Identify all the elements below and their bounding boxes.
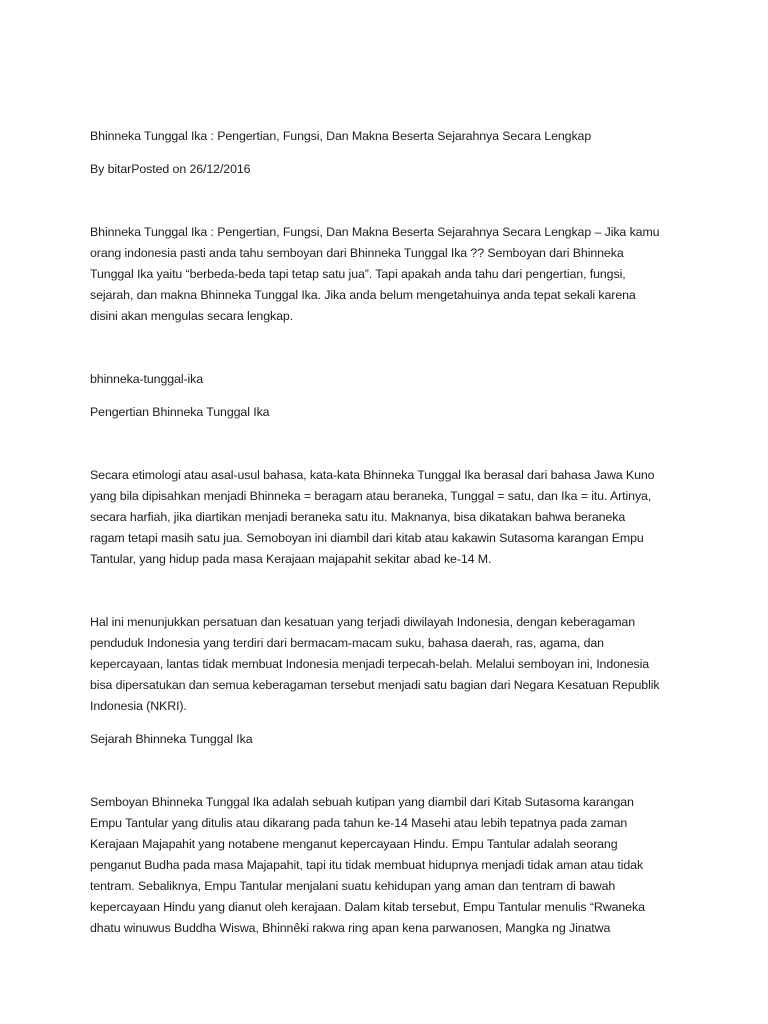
paragraph-line: ragam tetapi masih satu jua. Semoboyan ini diambil dari kitab atau kakawin Sutasoma karangan Empu: [90, 531, 644, 545]
paragraph-line: Bhinneka Tunggal Ika : Pengertian, Fungsi, Dan Makna Beserta Sejarahnya Secara Lengkap – Jika kamu: [90, 225, 660, 239]
paragraph-line: penganut Budha pada masa Majapahit, tapi itu tidak membuat hidupnya menjadi tidak aman atau tidak: [90, 858, 644, 872]
pengertian-paragraph: [90, 465, 680, 570]
paragraph-line: orang indonesia pasti anda tahu semboyan dari Bhinneka Tunggal Ika ?? Semboyan dari Bhinneka: [90, 246, 624, 260]
paragraph-line: sejarah, dan makna Bhinneka Tunggal Ika. Jika anda belum mengetahuinya anda tepat sekali karena: [90, 288, 636, 302]
paragraph-line: Hal ini menunjukkan persatuan dan kesatuan yang terjadi diwilayah Indonesia, dengan keberagaman: [90, 615, 636, 629]
paragraph-line: disini akan mengulas secara lengkap.: [90, 309, 294, 323]
paragraph-line: Semboyan Bhinneka Tunggal Ika adalah sebuah kutipan yang diambil dari Kitab Sutasoma karangan: [90, 795, 634, 809]
paragraph-line: Tunggal Ika yaitu “berbeda-beda tapi tetap satu jua”. Tapi apakah anda tahu dari pengertian, fungsi,: [90, 267, 626, 281]
section-heading-pengertian: Pengertian Bhinneka Tunggal Ika: [90, 405, 270, 419]
paragraph-line: Tantular, yang hidup pada masa Kerajaan majapahit sekitar abad ke-14 M.: [90, 552, 492, 566]
intro-paragraph: [90, 222, 680, 327]
paragraph-line: yang bila dipisahkan menjadi Bhinneka = beragam atau beraneka, Tunggal = satu, dan Ika = itu. Artinya,: [90, 489, 652, 503]
paragraph-line: Kerajaan Majapahit yang notabene menganut kepercayaan Hindu. Empu Tantular adalah seorang: [90, 837, 618, 851]
document-title: Bhinneka Tunggal Ika : Pengertian, Fungsi, Dan Makna Beserta Sejarahnya Secara Lengkap: [90, 129, 592, 143]
paragraph-line: Secara etimologi atau asal-usul bahasa, kata-kata Bhinneka Tunggal Ika berasal dari bahasa Jawa Kuno: [90, 468, 655, 482]
paragraph-line: bisa dipersatukan dan semua keberagaman tersebut menjadi satu bagian dari Negara Kesatuan Republik: [90, 678, 660, 692]
persatuan-paragraph: [90, 612, 680, 717]
paragraph-line: dhatu winuwus Buddha Wiswa, Bhinnêki rakwa ring apan kena parwanosen, Mangka ng Jinatwa: [90, 921, 611, 935]
paragraph-line: Empu Tantular yang ditulis atau dikarang pada tahun ke-14 Masehi atau lebih tepatnya pada zaman: [90, 816, 628, 830]
sejarah-paragraph: [90, 792, 680, 939]
section-heading-sejarah: Sejarah Bhinneka Tunggal Ika: [90, 732, 253, 746]
paragraph-line: secara harfiah, jika diartikan menjadi beraneka satu itu. Maknanya, bisa dikatakan bahwa beraneka: [90, 510, 626, 524]
paragraph-line: tentram. Sebaliknya, Empu Tantular menjalani suatu kehidupan yang aman dan tentram di bawah: [90, 879, 616, 893]
document-page: [90, 126, 680, 939]
paragraph-line: kepercayaan Hindu yang dianut oleh kerajaan. Dalam kitab tersebut, Empu Tantular menulis “Rwaneka: [90, 900, 645, 914]
byline: By bitarPosted on 26/12/2016: [90, 162, 251, 176]
paragraph-line: kepercayaan, lantas tidak membuat Indonesia menjadi terpecah-belah. Melalui semboyan ini, Indonesia: [90, 657, 650, 671]
paragraph-line: Indonesia (NKRI).: [90, 699, 187, 713]
paragraph-line: penduduk Indonesia yang terdiri dari bermacam-macam suku, bahasa daerah, ras, agama, dan: [90, 636, 604, 650]
image-caption: bhinneka-tunggal-ika: [90, 372, 204, 386]
